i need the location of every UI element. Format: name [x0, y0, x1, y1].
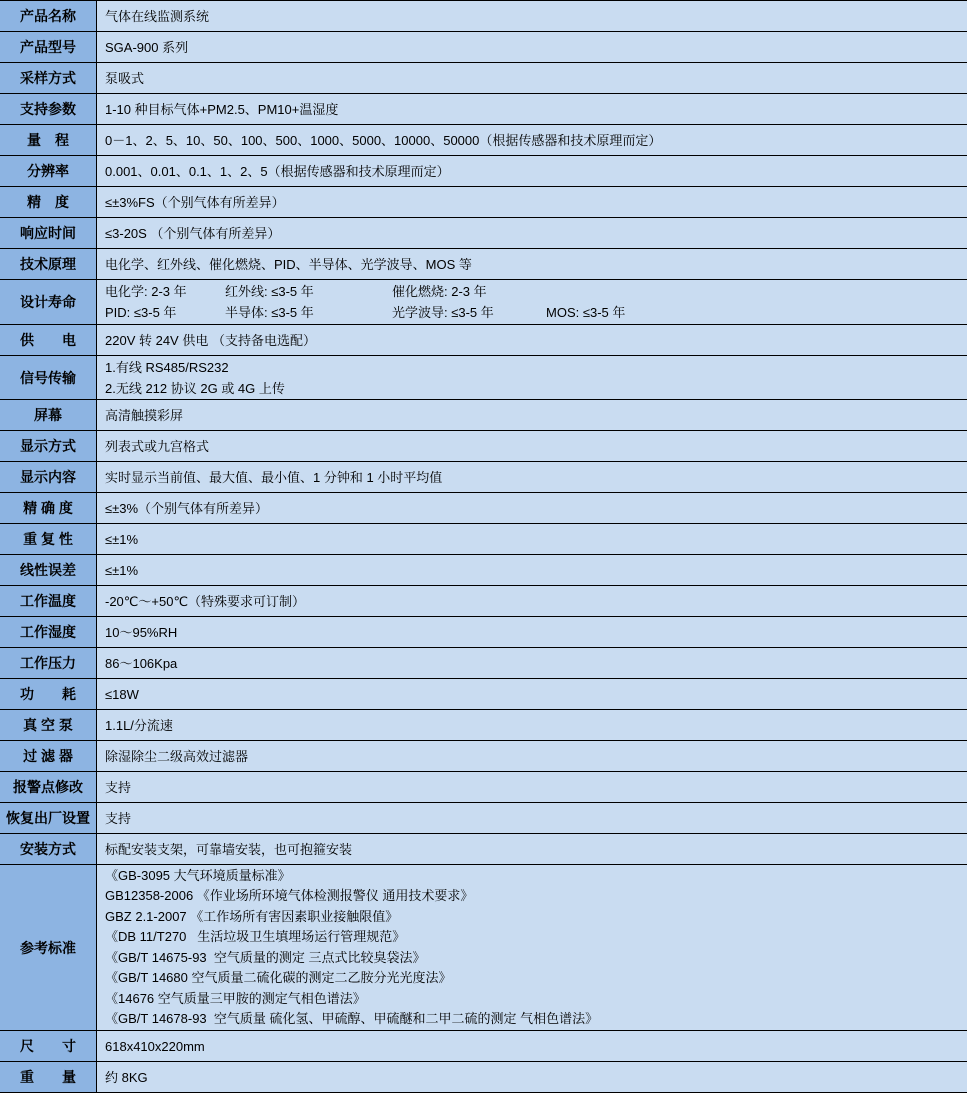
row-installation-method: [0, 834, 967, 865]
row-power-consumption: [0, 679, 967, 710]
spec-label: 工作温度: [0, 586, 97, 616]
spec-label: 产品型号: [0, 32, 97, 62]
design-life-item: PID: ≤3-5 年: [105, 305, 177, 320]
row-design-life: [0, 280, 967, 325]
spec-label: 过 滤 器: [0, 741, 97, 771]
standard-line: 《GB/T 14675-93 空气质量的测定 三点式比较臭袋法》: [105, 949, 426, 965]
row-screen: [0, 400, 967, 431]
spec-label: 功 耗: [0, 679, 97, 709]
design-life-line1: [105, 281, 961, 302]
row-filter: [0, 741, 967, 772]
row-linearity-error: [0, 555, 967, 586]
spec-value: [97, 356, 967, 399]
spec-value: [97, 280, 967, 324]
spec-value: 1-10 种目标气体+PM2.5、PM10+温湿度: [105, 101, 339, 117]
spec-value: 10～95%RH: [105, 624, 178, 640]
spec-value: ≤±3%（个别气体有所差异）: [105, 500, 269, 516]
row-range: [0, 125, 967, 156]
design-life-line2: [105, 302, 961, 323]
row-working-pressure: [0, 648, 967, 679]
spec-label: 重 量: [0, 1062, 97, 1092]
spec-value: ≤±1%: [105, 562, 139, 578]
spec-label: 产品名称: [0, 1, 97, 31]
spec-value: 高清触摸彩屏: [105, 407, 184, 423]
spec-label: 精 确 度: [0, 493, 97, 523]
spec-value: 220V 转 24V 供电 （支持备电选配）: [105, 332, 316, 348]
spec-value: 除湿除尘二级高效过滤器: [105, 748, 249, 764]
row-repeatability: [0, 524, 967, 555]
spec-value: ≤18W: [105, 686, 139, 702]
spec-label: 供 电: [0, 325, 97, 355]
row-vacuum-pump: [0, 710, 967, 741]
spec-label: 分辨率: [0, 156, 97, 186]
spec-label: 工作湿度: [0, 617, 97, 647]
spec-value: 1.1L/分流速: [105, 717, 173, 733]
spec-value: ≤±1%: [105, 531, 139, 547]
row-alarm-point-modify: [0, 772, 967, 803]
standard-line: 《GB/T 14678-93 空气质量 硫化氢、甲硫醇、甲硫醚和二甲二硫的测定 气相色谱法》: [105, 1011, 599, 1026]
row-reference-standards: [0, 865, 967, 1031]
spec-value: 618x410x220mm: [105, 1038, 205, 1054]
row-resolution: [0, 156, 967, 187]
spec-label: 真 空 泵: [0, 710, 97, 740]
spec-label: 参考标准: [0, 865, 97, 1030]
design-life-item: 电化学: 2-3 年: [105, 284, 187, 299]
row-precision: [0, 187, 967, 218]
standard-line: GBZ 2.1-2007 《工作场所有害因素职业接触限值》: [105, 908, 399, 924]
design-life-item: 半导体: ≤3-5 年: [225, 305, 314, 320]
standard-line: 《GB-3095 大气环境质量标准》: [105, 867, 291, 883]
row-working-temperature: [0, 586, 967, 617]
spec-label: 响应时间: [0, 218, 97, 248]
spec-value: 泵吸式: [105, 70, 145, 86]
spec-value: 86～106Kpa: [105, 655, 178, 671]
spec-label: 设计寿命: [0, 280, 97, 324]
standard-line: 《DB 11/T270 生活垃圾卫生填埋场运行管理规范》: [105, 929, 406, 944]
spec-label: 线性误差: [0, 555, 97, 585]
spec-label: 恢复出厂设置: [0, 803, 97, 833]
signal-line: 1.有线 RS485/RS232: [105, 359, 229, 375]
spec-value: SGA-900 系列: [105, 39, 189, 55]
spec-label: 量 程: [0, 125, 97, 155]
row-accuracy: [0, 493, 967, 524]
spec-label: 尺 寸: [0, 1031, 97, 1061]
spec-label: 显示方式: [0, 431, 97, 461]
spec-value: 支持: [105, 779, 132, 795]
spec-value: 约 8KG: [105, 1069, 148, 1085]
row-working-humidity: [0, 617, 967, 648]
row-response-time: [0, 218, 967, 249]
standard-line: GB12358-2006 《作业场所环境气体检测报警仪 通用技术要求》: [105, 888, 474, 903]
row-dimensions: [0, 1031, 967, 1062]
design-life-item: 光学波导: ≤3-5 年: [392, 305, 494, 320]
spec-value: 0.001、0.01、0.1、1、2、5（根据传感器和技术原理而定）: [105, 163, 450, 179]
row-supported-parameters: [0, 94, 967, 125]
standard-line: 《14676 空气质量三甲胺的测定气相色谱法》: [105, 990, 366, 1006]
spec-label: 重 复 性: [0, 524, 97, 554]
spec-value: 标配安装支架，可靠墙安装，也可抱箍安装: [105, 841, 353, 857]
spec-value: 0－1、2、5、10、50、100、500、1000、5000、10000、50000（根据传感器和技术原理而定）: [105, 132, 662, 148]
spec-value: 支持: [105, 810, 132, 826]
row-factory-reset: [0, 803, 967, 834]
spec-label: 信号传输: [0, 356, 97, 399]
spec-label: 安装方式: [0, 834, 97, 864]
spec-value: 电化学、红外线、催化燃烧、PID、半导体、光学波导、MOS 等: [105, 256, 472, 272]
row-signal-transmission: [0, 356, 967, 400]
spec-value: 气体在线监测系统: [105, 8, 210, 24]
row-weight: [0, 1062, 967, 1093]
row-sampling-method: [0, 63, 967, 94]
spec-label: 精 度: [0, 187, 97, 217]
design-life-item: MOS: ≤3-5 年: [546, 305, 626, 320]
spec-value: 列表式或九宫格式: [105, 438, 210, 454]
row-product-model: [0, 32, 967, 63]
row-display-mode: [0, 431, 967, 462]
spec-label: 采样方式: [0, 63, 97, 93]
spec-value: ≤±3%FS（个别气体有所差异）: [105, 194, 285, 210]
spec-label: 支持参数: [0, 94, 97, 124]
spec-value: 实时显示当前值、最大值、最小值、1 分钟和 1 小时平均值: [105, 469, 443, 485]
spec-value: [97, 865, 967, 1030]
spec-label: 报警点修改: [0, 772, 97, 802]
spec-label: 屏幕: [0, 400, 97, 430]
design-life-item: 红外线: ≤3-5 年: [225, 284, 314, 299]
spec-label: 工作压力: [0, 648, 97, 678]
design-life-item: 催化燃烧: 2-3 年: [392, 284, 487, 299]
signal-line: 2.无线 212 协议 2G 或 4G 上传: [105, 380, 285, 396]
spec-label: 技术原理: [0, 249, 97, 279]
row-display-content: [0, 462, 967, 493]
standard-line: 《GB/T 14680 空气质量二硫化碳的测定二乙胺分光光度法》: [105, 970, 452, 985]
row-product-name: [0, 1, 967, 32]
row-power-supply: [0, 325, 967, 356]
row-technical-principle: [0, 249, 967, 280]
spec-value: -20℃～+50℃（特殊要求可订制）: [105, 593, 306, 609]
spec-value: ≤3-20S （个别气体有所差异）: [105, 225, 281, 241]
spec-label: 显示内容: [0, 462, 97, 492]
